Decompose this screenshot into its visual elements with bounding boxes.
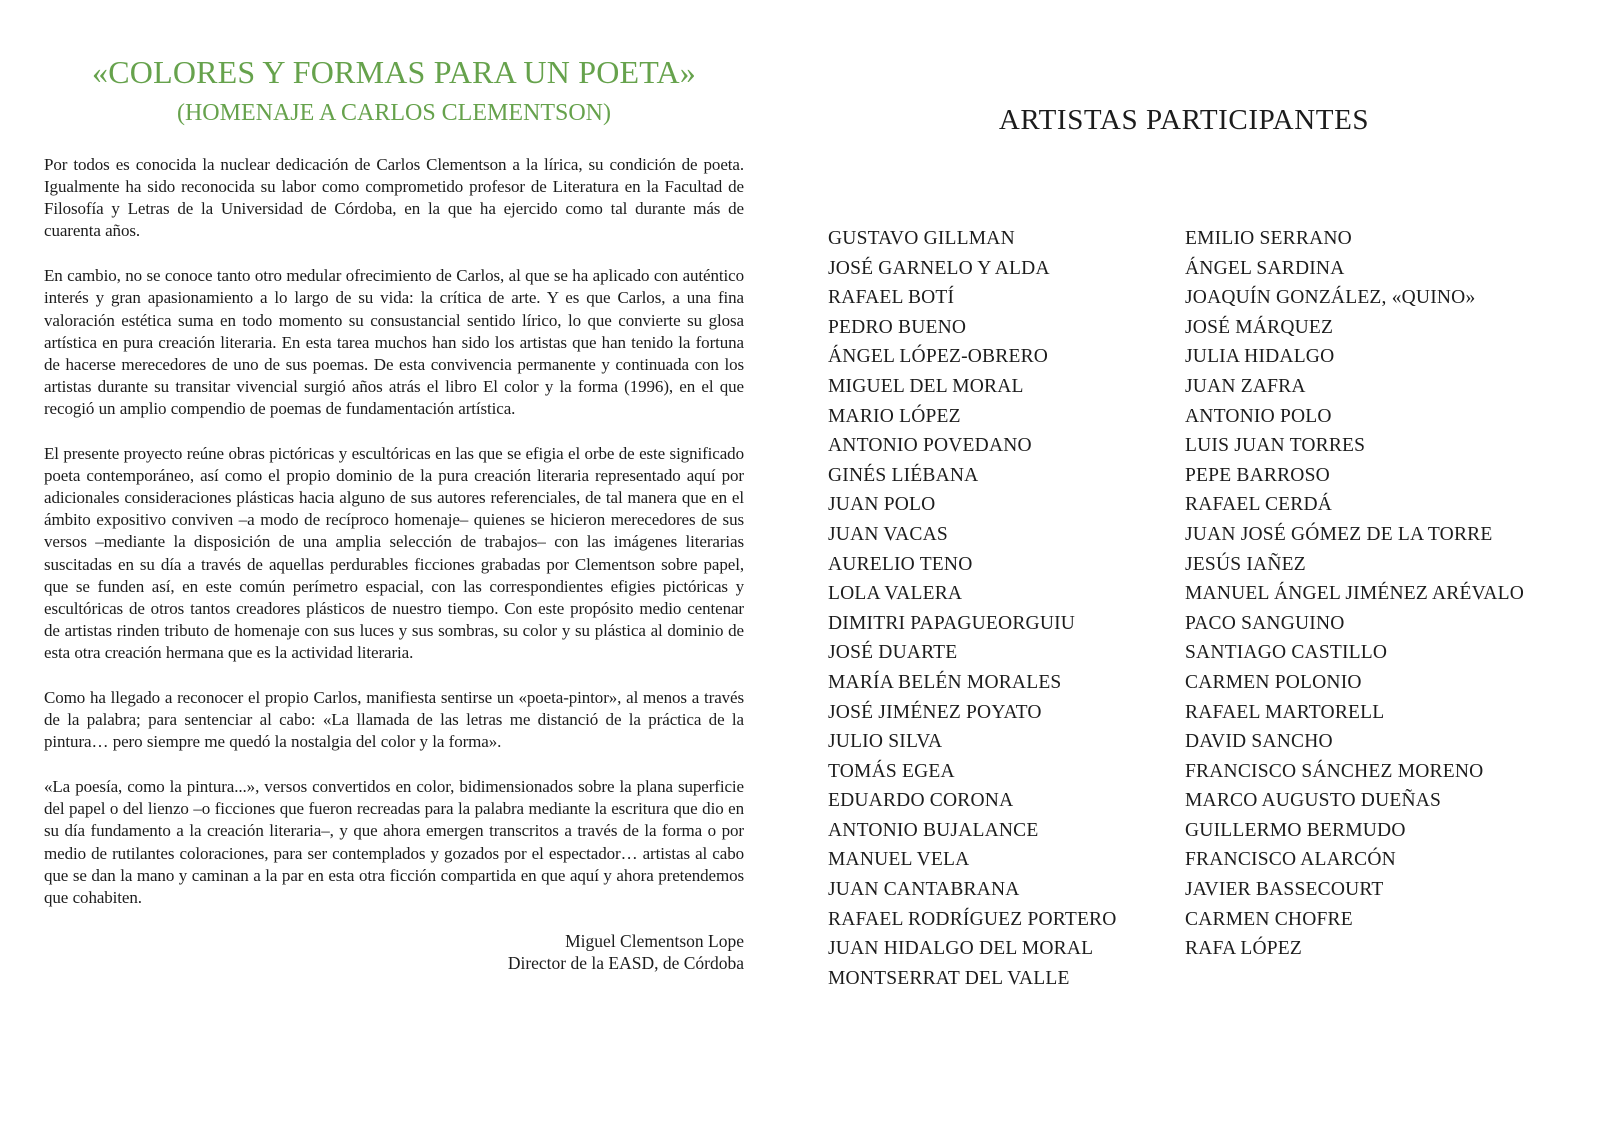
artist-name: JOSÉ MÁRQUEZ xyxy=(1185,316,1334,338)
left-page xyxy=(44,0,744,975)
artist-name: MIGUEL DEL MORAL xyxy=(828,375,1024,397)
artist-name: AURELIO TENO xyxy=(828,553,973,575)
artist-name: FRANCISCO ALARCÓN xyxy=(1185,849,1396,871)
page-subtitle: (HOMENAJE A CARLOS CLEMENTSON) xyxy=(176,100,611,126)
artists-column-1 xyxy=(828,224,1185,993)
artist-name: JOSÉ JIMÉNEZ POYATO xyxy=(828,701,1042,723)
artist-name: MARCO AUGUSTO DUEÑAS xyxy=(1185,790,1442,812)
artist-name: MANUEL VELA xyxy=(828,849,970,871)
artist-name: PEDRO BUENO xyxy=(828,316,967,338)
signature-block xyxy=(44,930,744,975)
artist-name: SANTIAGO CASTILLO xyxy=(1185,642,1388,664)
signature-role: Director de la EASD, de Córdoba xyxy=(507,953,744,974)
artist-name: ÁNGEL LÓPEZ-OBRERO xyxy=(828,346,1049,368)
artist-name: JUAN JOSÉ GÓMEZ DE LA TORRE xyxy=(1185,523,1493,545)
artist-name: DIMITRI PAPAGUEORGUIU xyxy=(828,612,1076,634)
artist-columns xyxy=(828,224,1540,993)
paragraph: «La poesía, como la pintura...», versos convertidos en color, bidimensionados sobre la plana superficie del papel o del lienzo –o ficciones que fueron recreadas para la palabra mediante la escritura que dio en su día fundamento a la creación literaria–, y que ahora emergen transcritos a través de la forma o por medio de rutilantes coloraciones, para ser contemplados y gozados por el espectador… artistas al cabo que se dan la mano y caminan a la par en esta otra ficción compartida en que aquí y ahora pretendemos que cohabiten. xyxy=(44,777,744,907)
artist-name: RAFAEL MARTORELL xyxy=(1185,701,1385,723)
artist-name: JOSÉ DUARTE xyxy=(828,642,958,664)
artist-name: JULIA HIDALGO xyxy=(1185,346,1335,368)
artist-name: PEPE BARROSO xyxy=(1185,464,1330,486)
artist-name: JUAN CANTABRANA xyxy=(828,879,1020,901)
artist-name: TOMÁS EGEA xyxy=(828,760,955,782)
artist-name: JUAN POLO xyxy=(828,494,936,516)
artist-name: RAFAEL CERDÁ xyxy=(1185,494,1333,516)
page-title: «COLORES Y FORMAS PARA UN POETA» xyxy=(92,54,696,90)
artist-name: JOSÉ GARNELO Y ALDA xyxy=(828,257,1050,279)
artist-name: CARMEN POLONIO xyxy=(1185,671,1362,693)
artist-name: JUAN ZAFRA xyxy=(1185,375,1306,397)
paragraph: El presente proyecto reúne obras pictóricas y escultóricas en las que se efigia el orbe de este significado poeta contemporáneo, así como el propio dominio de la pura creación literaria representado aquí por adicionales consideraciones plásticas hacia alguno de sus autores referenciales, de tal manera que en el ámbito expositivo conviven –a modo de recíproco homenaje– quienes se hicieron merecedores de sus versos –mediante la disposición de una amplia selección de trabajos– con las imágenes literarias suscitadas en su día a través de aquellas perdurables ficciones grabadas por Clementson sobre papel, que se funden así, en este común perímetro espacial, con las correspondientes efigies pictóricas y escultóricas de otros tantos creadores plásticos de nuestro tiempo. Con este propósito medio centenar de artistas rinden tributo de homenaje con sus luces y sus sombras, su color y su plástica al dominio de esta otra creación hermana que es la actividad literaria. xyxy=(44,444,744,662)
artist-name: JULIO SILVA xyxy=(828,731,943,753)
artist-name: PACO SANGUINO xyxy=(1185,612,1345,634)
artists-column-2 xyxy=(1185,224,1540,993)
artist-name: ANTONIO POVEDANO xyxy=(828,435,1032,457)
artist-name: GINÉS LIÉBANA xyxy=(828,464,979,486)
artist-name: DAVID SANCHO xyxy=(1185,731,1333,753)
artist-name: GUILLERMO BERMUDO xyxy=(1185,819,1406,841)
intro-paragraphs xyxy=(44,154,744,909)
paragraph: Como ha llegado a reconocer el propio Carlos, manifiesta sentirse un «poeta-pintor», al menos a través de la palabra; para sentenciar al cabo: «La llamada de las letras me distanció de la práctica de la pintura… pero siempre me quedó la nostalgia del color y la forma». xyxy=(44,687,744,752)
artist-name: MANUEL ÁNGEL JIMÉNEZ ARÉVALO xyxy=(1185,583,1525,605)
artist-name: MARÍA BELÉN MORALES xyxy=(828,671,1062,693)
paragraph: Por todos es conocida la nuclear dedicación de Carlos Clementson a la lírica, su condición de poeta. Igualmente ha sido reconocida su labor como comprometido profesor de Literatura en la Facultad de Filosofía y Letras de la Universidad de Córdoba, en la que ha ejercido como tal durante más de cuarenta años. xyxy=(44,155,744,241)
artist-name: LOLA VALERA xyxy=(828,583,963,605)
artist-name: RAFA LÓPEZ xyxy=(1185,938,1303,960)
artist-name: ÁNGEL SARDINA xyxy=(1185,257,1345,279)
signature-name: Miguel Clementson Lope xyxy=(565,930,744,951)
artist-name: CARMEN CHOFRE xyxy=(1185,908,1353,930)
artist-name: ANTONIO POLO xyxy=(1185,405,1332,427)
artist-name: EMILIO SERRANO xyxy=(1185,228,1352,249)
right-page xyxy=(828,0,1540,993)
artist-name: LUIS JUAN TORRES xyxy=(1185,435,1366,457)
artist-name: JUAN HIDALGO DEL MORAL xyxy=(828,938,1094,960)
artist-name: GUSTAVO GILLMAN xyxy=(828,228,1015,249)
artists-title: ARTISTAS PARTICIPANTES xyxy=(998,104,1370,136)
artist-name: JUAN VACAS xyxy=(828,523,948,545)
artist-name: EDUARDO CORONA xyxy=(828,790,1014,812)
artist-name: JOAQUÍN GONZÁLEZ, «QUINO» xyxy=(1185,287,1476,309)
artist-name: MARIO LÓPEZ xyxy=(828,405,961,427)
artist-name: MONTSERRAT DEL VALLE xyxy=(828,967,1070,989)
artist-name: RAFAEL RODRÍGUEZ PORTERO xyxy=(828,908,1117,930)
artist-name: RAFAEL BOTÍ xyxy=(828,287,955,309)
artist-name: JESÚS IAÑEZ xyxy=(1185,553,1306,575)
paragraph: En cambio, no se conoce tanto otro medular ofrecimiento de Carlos, al que se ha aplicado con auténtico interés y gran apasionamiento a lo largo de su vida: la crítica de arte. Y es que Carlos, a una fina valoración estética suma en todo momento su consustancial sentido lírico, lo que convierte su glosa artística en pura creación literaria. En esta tarea muchos han sido los artistas que han tenido la fortuna de hacerse merecedores de uno de sus poemas. De esta convivencia permanente y continuada con los artistas durante su transitar vivencial surgió años atrás el libro El color y la forma (1996), en el que recogió un amplio compendio de poemas de fundamentación artística. xyxy=(44,266,744,418)
artist-name: FRANCISCO SÁNCHEZ MORENO xyxy=(1185,760,1484,782)
artist-name: ANTONIO BUJALANCE xyxy=(828,819,1039,841)
artist-name: JAVIER BASSECOURT xyxy=(1185,879,1384,901)
